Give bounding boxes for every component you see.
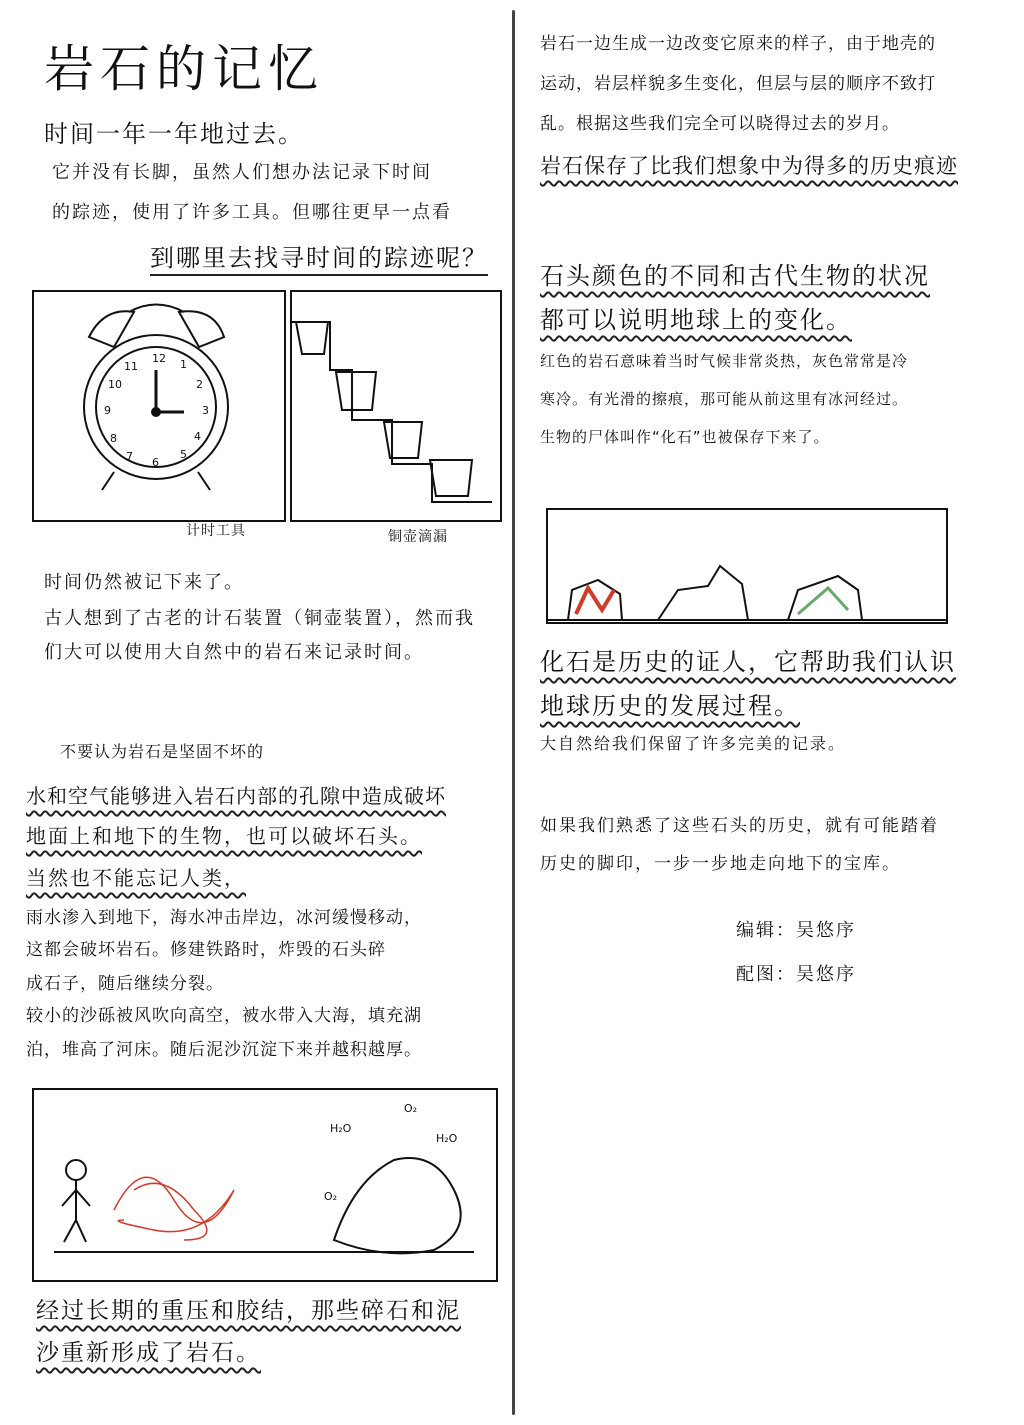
- para3-line1: 不要认为岩石是坚固不坏的: [60, 742, 265, 761]
- water-clock-figure: [290, 290, 502, 522]
- svg-text:3: 3: [202, 404, 209, 417]
- r-para2-line1: 红色的岩石意味着当时气候非常炎热，灰色常常是冷: [540, 352, 909, 370]
- label-o2-1: O₂: [404, 1102, 418, 1115]
- svg-text:5: 5: [180, 448, 187, 461]
- r-para1-line3: 乱。根据这些我们完全可以晓得过去的岁月。: [540, 114, 900, 134]
- question-heading: 到哪里去找寻时间的踪迹呢？: [150, 246, 488, 276]
- svg-text:1: 1: [180, 358, 187, 371]
- caption-water-clock: 铜壶滴漏: [388, 529, 448, 545]
- r-heading2-line2: 都可以说明地球上的变化。: [540, 306, 852, 334]
- svg-text:2: 2: [196, 378, 203, 391]
- illustrator-credit: 配图：吴悠序: [736, 964, 856, 985]
- para4-line4: 较小的沙砾被风吹向高空，被水带入大海，填充湖: [26, 1006, 422, 1026]
- para4-line5: 泊，堆高了河床。随后泥沙沉淀下来并越积越厚。: [26, 1040, 422, 1060]
- r-para3: 大自然给我们保留了许多完美的记录。: [540, 734, 847, 753]
- svg-text:12: 12: [152, 352, 166, 365]
- svg-text:8: 8: [110, 432, 117, 445]
- pot-3: [384, 422, 422, 458]
- label-o2-2: O₂: [324, 1190, 338, 1203]
- pot-1: [296, 322, 328, 354]
- para2-line3: 们大可以使用大自然中的岩石来记录时间。: [44, 642, 424, 663]
- para4-line2: 这都会破坏岩石。修建铁路时，炸毁的石头碎: [26, 940, 386, 960]
- para4-line3: 成石子，随后继续分裂。: [26, 974, 224, 994]
- r-heading3-line2: 地球历史的发展过程。: [540, 692, 800, 720]
- caption-clock: 计时工具: [186, 523, 246, 539]
- person-head: [66, 1160, 86, 1180]
- label-h2o-2: H₂O: [436, 1132, 458, 1145]
- clock-figure: [32, 290, 286, 522]
- pot-4: [430, 460, 472, 496]
- para5-line2: 沙重新形成了岩石。: [36, 1340, 261, 1366]
- r-para2-line2: 寒冷。有光滑的擦痕，那可能从前这里有冰河经过。: [540, 390, 909, 408]
- para3-line4: 当然也不能忘记人类，: [26, 866, 246, 890]
- para2-line1: 时间仍然被记下来了。: [44, 572, 244, 593]
- r-heading2-line1: 石头颜色的不同和古代生物的状况: [540, 262, 930, 290]
- svg-text:11: 11: [124, 360, 138, 373]
- r-heading3-line1: 化石是历史的证人，它帮助我们认识: [540, 648, 956, 676]
- person-body: [62, 1180, 90, 1242]
- para5-line1: 经过长期的重压和胶结，那些碎石和泥: [36, 1298, 461, 1324]
- column-divider: [512, 10, 515, 1415]
- para3-line3: 地面上和地下的生物，也可以破坏石头。: [26, 824, 422, 848]
- svg-text:7: 7: [126, 450, 133, 463]
- para2-line2: 古人想到了古老的计石装置（铜壶装置），然而我: [44, 608, 475, 629]
- editor-credit: 编辑：吴悠序: [736, 920, 856, 941]
- svg-text:4: 4: [194, 430, 201, 443]
- para1-line2: 的踪迹，使用了许多工具。但哪往更早一点看: [52, 202, 452, 223]
- r-para1-line1: 岩石一边生成一边改变它原来的样子，由于地壳的: [540, 34, 936, 54]
- rocks-illustration: [548, 510, 946, 622]
- rocks-figure: [546, 508, 948, 624]
- label-h2o-1: H₂O: [330, 1122, 352, 1135]
- erosion-figure: [32, 1088, 498, 1282]
- pot-2: [336, 372, 376, 410]
- r-para1-line4: 岩石保存了比我们想象中为得多的历史痕迹: [540, 154, 958, 178]
- rock: [334, 1158, 461, 1253]
- steps: [292, 322, 492, 502]
- svg-text:10: 10: [108, 378, 122, 391]
- r-para4-line2: 历史的脚印，一步一步地走向地下的宝库。: [540, 854, 901, 874]
- water-clock-icon: [292, 292, 500, 520]
- erosion-illustration: [34, 1090, 496, 1280]
- r-para2-line3: 生物的尸体叫作“化石”也被保存下来了。: [540, 428, 830, 446]
- r-para4-line1: 如果我们熟悉了这些石头的历史，就有可能踏着: [540, 816, 939, 836]
- para4-line1: 雨水渗入到地下，海水冲击岸边，冰河缓慢移动，: [26, 908, 422, 928]
- heading-time-passes: 时间一年一年地过去。: [44, 120, 304, 148]
- grey-rock: [658, 566, 748, 620]
- svg-text:6: 6: [152, 456, 159, 469]
- svg-text:9: 9: [104, 404, 111, 417]
- para1-line1: 它并没有长脚，虽然人们想办法记录下时间: [52, 162, 432, 183]
- para3-line2: 水和空气能够进入岩石内部的孔隙中造成破坏: [26, 784, 446, 808]
- r-para1-line2: 运动，岩层样貌多生变化，但层与层的顺序不致打: [540, 74, 936, 94]
- page-title: 岩石的记忆: [44, 40, 324, 98]
- explosion-scribble: [114, 1177, 234, 1240]
- alarm-clock-icon: [34, 292, 284, 520]
